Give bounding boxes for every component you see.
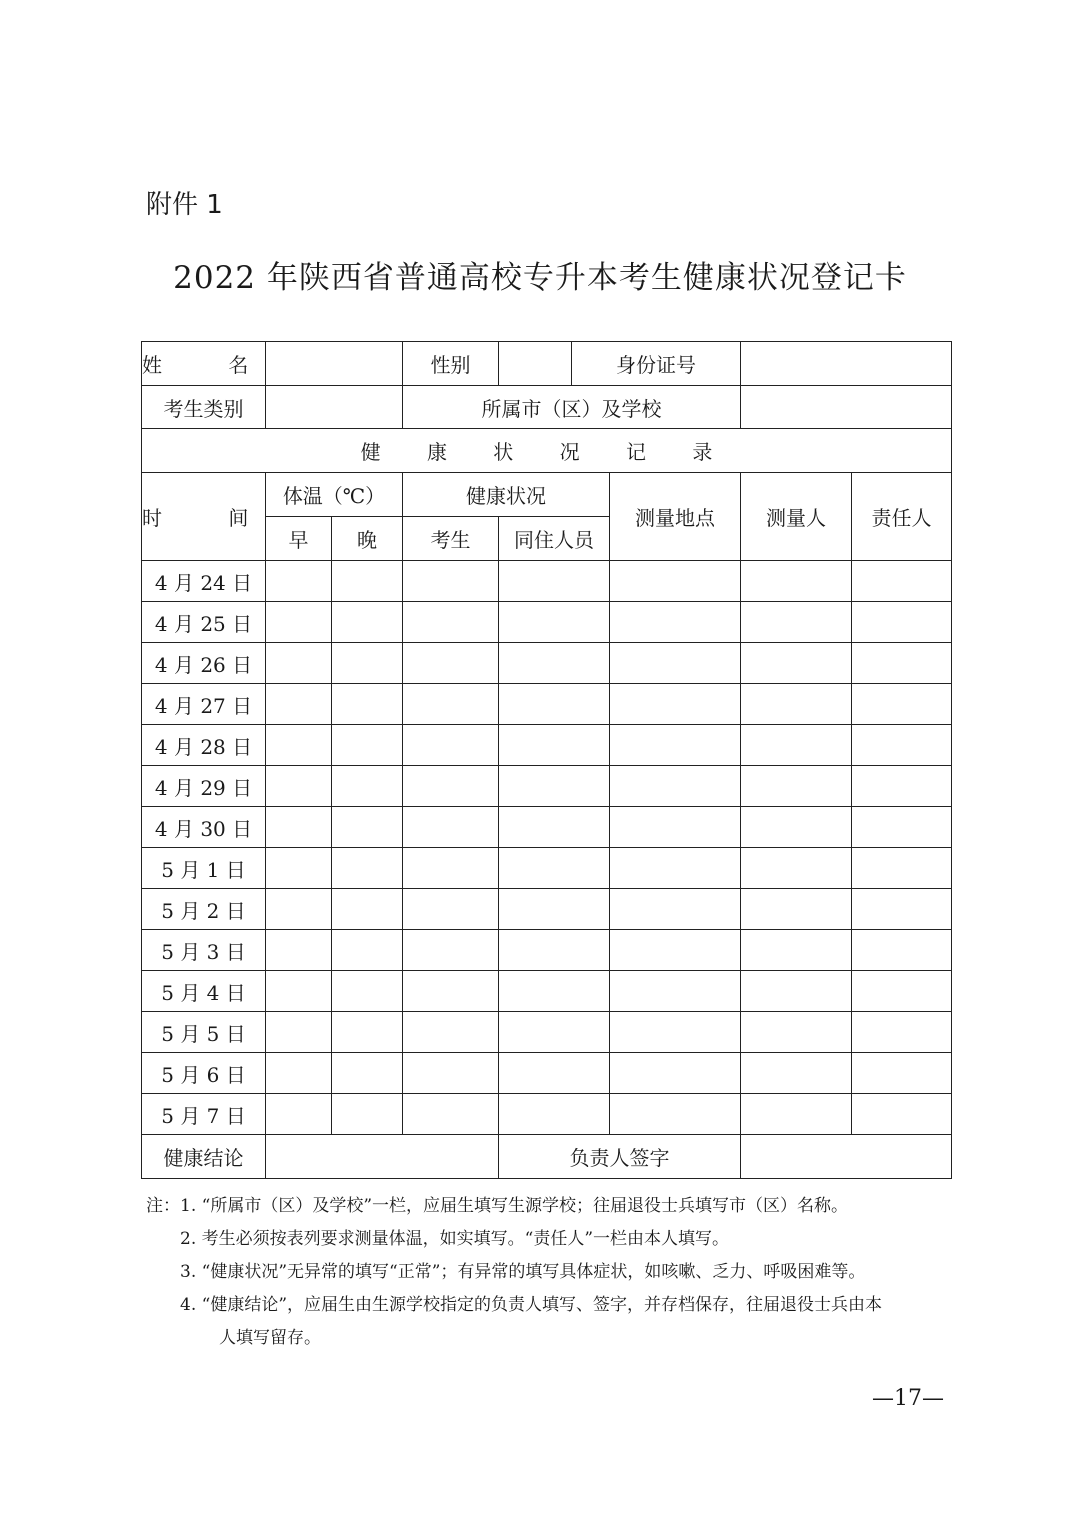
responsible-cell[interactable] [852, 807, 952, 848]
id-number-label: 身份证号 [572, 342, 741, 386]
date-cell: 4 月 27 日 [142, 684, 266, 725]
responsible-cell[interactable] [852, 930, 952, 971]
id-number-field[interactable] [741, 342, 952, 386]
morning-temp-cell[interactable] [266, 684, 332, 725]
location-cell[interactable] [610, 561, 741, 602]
location-cell[interactable] [610, 1012, 741, 1053]
evening-temp-cell[interactable] [332, 971, 403, 1012]
date-cell: 5 月 4 日 [142, 971, 266, 1012]
morning-temp-cell[interactable] [266, 561, 332, 602]
examinee-health-cell[interactable] [403, 602, 499, 643]
responsible-cell[interactable] [852, 766, 952, 807]
measurer-cell[interactable] [741, 1053, 852, 1094]
measurer-cell[interactable] [741, 807, 852, 848]
note-4: 4. “健康结论”，应届生由生源学校指定的负责人填写、签字，并存档保存，往届退役士兵由本 [180, 1295, 883, 1315]
responsible-cell[interactable] [852, 971, 952, 1012]
responsible-cell[interactable] [852, 1012, 952, 1053]
health-registration-table [141, 341, 952, 1179]
evening-temp-cell[interactable] [332, 1012, 403, 1053]
responsible-cell[interactable] [852, 1094, 952, 1135]
date-cell: 5 月 3 日 [142, 930, 266, 971]
examinee-health-cell[interactable] [403, 725, 499, 766]
location-cell[interactable] [610, 1053, 741, 1094]
evening-temp-cell[interactable] [332, 602, 403, 643]
date-cell: 5 月 7 日 [142, 1094, 266, 1135]
morning-temp-cell[interactable] [266, 766, 332, 807]
date-cell: 4 月 26 日 [142, 643, 266, 684]
date-cell: 4 月 30 日 [142, 807, 266, 848]
location-cell[interactable] [610, 725, 741, 766]
morning-temp-cell[interactable] [266, 971, 332, 1012]
responsible-label: 责任人 [852, 473, 952, 561]
location-cell[interactable] [610, 643, 741, 684]
examinee-health-cell[interactable] [403, 684, 499, 725]
health-record-section-title: 健 康 状 况 记 录 [142, 429, 952, 473]
date-cell: 4 月 29 日 [142, 766, 266, 807]
cohabitant-health-cell[interactable] [499, 1012, 610, 1053]
location-cell[interactable] [610, 889, 741, 930]
responsible-cell[interactable] [852, 684, 952, 725]
gender-field[interactable] [499, 342, 572, 386]
evening-temp-cell[interactable] [332, 807, 403, 848]
responsible-cell[interactable] [852, 1053, 952, 1094]
measurer-cell[interactable] [741, 766, 852, 807]
evening-temp-cell[interactable] [332, 1053, 403, 1094]
health-conclusion-label: 健康结论 [142, 1135, 266, 1179]
signature-label: 负责人签字 [499, 1135, 741, 1179]
school-field[interactable] [741, 386, 952, 429]
cohabitant-health-cell[interactable] [499, 889, 610, 930]
examinee-health-cell[interactable] [403, 848, 499, 889]
page-number: —17— [872, 1386, 944, 1411]
measurer-cell[interactable] [741, 684, 852, 725]
cohabitant-health-cell[interactable] [499, 643, 610, 684]
school-label: 所属市（区）及学校 [403, 386, 741, 429]
examinee-health-cell[interactable] [403, 889, 499, 930]
date-cell: 4 月 28 日 [142, 725, 266, 766]
measurer-cell[interactable] [741, 602, 852, 643]
evening-temp-cell[interactable] [332, 930, 403, 971]
health-conclusion-field[interactable] [266, 1135, 499, 1179]
date-cell: 5 月 6 日 [142, 1053, 266, 1094]
temperature-label: 体温（℃） [266, 473, 403, 517]
location-label: 测量地点 [610, 473, 741, 561]
examinee-health-cell[interactable] [403, 1012, 499, 1053]
morning-temp-cell[interactable] [266, 889, 332, 930]
cohabitant-health-cell[interactable] [499, 807, 610, 848]
note-4-continued: 人填写留存。 [219, 1328, 321, 1348]
cohabitant-health-cell[interactable] [499, 1053, 610, 1094]
note-2: 2. 考生必须按表列要求测量体温，如实填写。“责任人”一栏由本人填写。 [180, 1229, 730, 1249]
measurer-cell[interactable] [741, 889, 852, 930]
examinee-health-cell[interactable] [403, 971, 499, 1012]
morning-temp-cell[interactable] [266, 725, 332, 766]
location-cell[interactable] [610, 848, 741, 889]
evening-label: 晚 [332, 517, 403, 561]
location-cell[interactable] [610, 766, 741, 807]
measurer-cell[interactable] [741, 643, 852, 684]
evening-temp-cell[interactable] [332, 561, 403, 602]
location-cell[interactable] [610, 930, 741, 971]
responsible-cell[interactable] [852, 602, 952, 643]
examinee-health-cell[interactable] [403, 766, 499, 807]
cohabitant-health-cell[interactable] [499, 684, 610, 725]
morning-temp-cell[interactable] [266, 602, 332, 643]
signature-field[interactable] [741, 1135, 952, 1179]
evening-temp-cell[interactable] [332, 643, 403, 684]
examinee-health-cell[interactable] [403, 1053, 499, 1094]
date-cell: 5 月 1 日 [142, 848, 266, 889]
cohabitant-health-cell[interactable] [499, 725, 610, 766]
evening-temp-cell[interactable] [332, 889, 403, 930]
cohabitant-health-cell[interactable] [499, 766, 610, 807]
location-cell[interactable] [610, 602, 741, 643]
examinee-label: 考生 [403, 517, 499, 561]
name-label: 姓 名 [142, 342, 266, 386]
evening-temp-cell[interactable] [332, 684, 403, 725]
examinee-category-field[interactable] [266, 386, 403, 429]
measurer-label: 测量人 [741, 473, 852, 561]
examinee-category-label: 考生类别 [142, 386, 266, 429]
morning-temp-cell[interactable] [266, 848, 332, 889]
note-1: 注：1. “所属市（区）及学校”一栏，应届生填写生源学校；往届退役士兵填写市（区）名称。 [146, 1196, 849, 1216]
evening-temp-cell[interactable] [332, 848, 403, 889]
location-cell[interactable] [610, 684, 741, 725]
location-cell[interactable] [610, 807, 741, 848]
examinee-health-cell[interactable] [403, 1094, 499, 1135]
cohabitant-health-cell[interactable] [499, 1094, 610, 1135]
cohabitant-health-cell[interactable] [499, 848, 610, 889]
evening-temp-cell[interactable] [332, 1094, 403, 1135]
measurer-cell[interactable] [741, 1012, 852, 1053]
measurer-cell[interactable] [741, 930, 852, 971]
attachment-label: 附件 1 [146, 190, 223, 220]
responsible-cell[interactable] [852, 889, 952, 930]
morning-temp-cell[interactable] [266, 1012, 332, 1053]
gender-label: 性别 [403, 342, 499, 386]
responsible-cell[interactable] [852, 643, 952, 684]
date-cell: 5 月 5 日 [142, 1012, 266, 1053]
time-label: 时 间 [142, 473, 266, 561]
responsible-cell[interactable] [852, 725, 952, 766]
measurer-cell[interactable] [741, 561, 852, 602]
responsible-cell[interactable] [852, 848, 952, 889]
date-cell: 4 月 25 日 [142, 602, 266, 643]
measurer-cell[interactable] [741, 725, 852, 766]
evening-temp-cell[interactable] [332, 725, 403, 766]
morning-temp-cell[interactable] [266, 643, 332, 684]
examinee-health-cell[interactable] [403, 930, 499, 971]
cohabitant-health-cell[interactable] [499, 930, 610, 971]
cohabitant-health-cell[interactable] [499, 561, 610, 602]
examinee-health-cell[interactable] [403, 561, 499, 602]
location-cell[interactable] [610, 1094, 741, 1135]
cohabitant-health-cell[interactable] [499, 602, 610, 643]
measurer-cell[interactable] [741, 971, 852, 1012]
morning-temp-cell[interactable] [266, 930, 332, 971]
measurer-cell[interactable] [741, 848, 852, 889]
date-cell: 4 月 24 日 [142, 561, 266, 602]
morning-label: 早 [266, 517, 332, 561]
notes [146, 1190, 956, 1355]
examinee-health-cell[interactable] [403, 643, 499, 684]
morning-temp-cell[interactable] [266, 807, 332, 848]
evening-temp-cell[interactable] [332, 766, 403, 807]
morning-temp-cell[interactable] [266, 1053, 332, 1094]
responsible-cell[interactable] [852, 561, 952, 602]
cohabitant-label: 同住人员 [499, 517, 610, 561]
note-3: 3. “健康状况”无异常的填写“正常”；有异常的填写具体症状，如咳嗽、乏力、呼吸困难等。 [180, 1262, 866, 1282]
date-cell: 5 月 2 日 [142, 889, 266, 930]
health-status-label: 健康状况 [403, 473, 610, 517]
examinee-health-cell[interactable] [403, 807, 499, 848]
cohabitant-health-cell[interactable] [499, 971, 610, 1012]
measurer-cell[interactable] [741, 1094, 852, 1135]
document-title: 2022 年陕西省普通高校专升本考生健康状况登记卡 [173, 260, 907, 296]
name-field[interactable] [266, 342, 403, 386]
location-cell[interactable] [610, 971, 741, 1012]
morning-temp-cell[interactable] [266, 1094, 332, 1135]
